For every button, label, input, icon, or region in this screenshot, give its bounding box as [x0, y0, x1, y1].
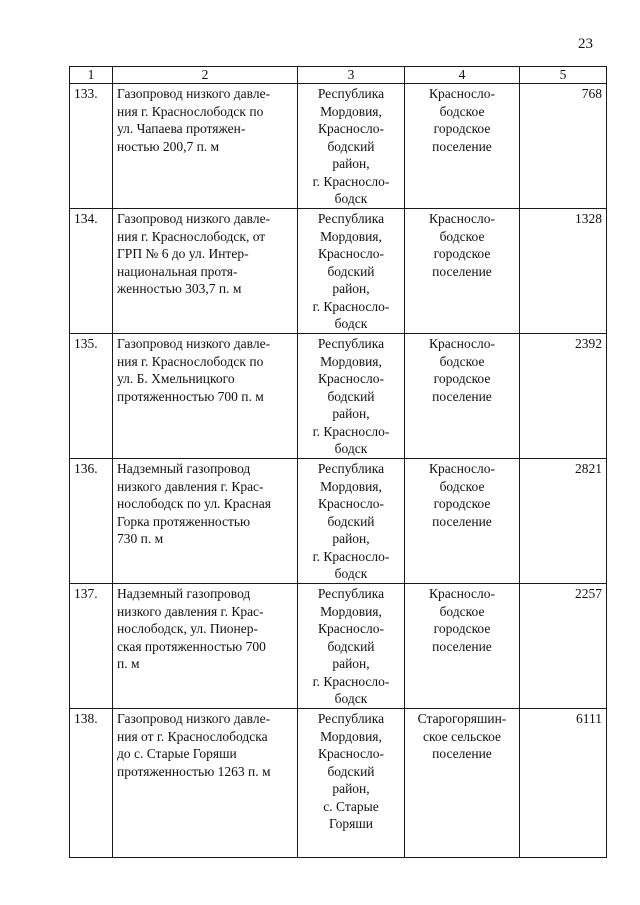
object-name-line: Газопровод низкого давле- — [117, 211, 271, 226]
settlement-line: поселение — [432, 746, 492, 761]
location-line: Мордовия, — [320, 103, 382, 119]
location-line: район, — [332, 156, 370, 171]
object-name-line: до с. Старые Горяши — [117, 746, 237, 761]
location-line: Краснослo- — [317, 746, 385, 761]
location-line: с. Старые — [323, 798, 379, 814]
settlement-line: бодское — [439, 228, 485, 244]
table-row — [70, 459, 607, 584]
location-line: г. Краснослo- — [312, 423, 390, 439]
row-number: 135. — [70, 334, 113, 459]
location-line: Республика — [317, 211, 385, 226]
location-line: бодский — [327, 263, 375, 279]
object-name-cell — [113, 209, 298, 334]
settlement-line: поселение — [432, 138, 492, 154]
object-name-line: нослободск, ул. Пионер- — [117, 621, 259, 636]
object-name-line: Газопровод низкого давле- — [117, 336, 271, 351]
column-header-4: 4 — [405, 67, 520, 84]
row-number: 137. — [70, 584, 113, 709]
table-header-row — [70, 67, 607, 84]
location-line: Краснослo- — [317, 246, 385, 261]
location-cell — [298, 584, 405, 709]
location-line: район, — [332, 781, 370, 796]
settlement-line: бодское — [439, 353, 485, 369]
settlement-cell — [405, 209, 520, 334]
location-line: бодск — [334, 191, 368, 206]
location-line: Краснослo- — [317, 496, 385, 511]
table-row — [70, 84, 607, 209]
location-line: бодск — [334, 691, 368, 706]
location-line: Краснослo- — [317, 371, 385, 386]
object-name-line: Надземный газопровод — [117, 586, 251, 601]
column-header-5: 5 — [520, 67, 607, 84]
settlement-line: городское — [433, 621, 491, 636]
location-line: бодский — [327, 513, 375, 529]
settlement-line: Краснослo- — [428, 586, 496, 601]
settlement-line: Краснослo- — [428, 461, 496, 476]
column-header-3: 3 — [298, 67, 405, 84]
object-name-cell — [113, 459, 298, 584]
settlement-line: бодское — [439, 478, 485, 494]
column-header-1: 1 — [70, 67, 113, 84]
settlement-line: городское — [433, 121, 491, 136]
location-line: Мордовия, — [320, 228, 382, 244]
value-cell: 768 — [520, 84, 607, 209]
location-line: район, — [332, 531, 370, 546]
settlement-line: городское — [433, 371, 491, 386]
settlement-line: Краснослo- — [428, 86, 496, 101]
object-name-line: Газопровод низкого давле- — [117, 711, 271, 726]
object-name-line: 730 п. м — [117, 531, 164, 546]
object-name-line: ГРП № 6 до ул. Интер- — [117, 246, 249, 261]
value-cell: 6111 — [520, 709, 607, 858]
location-line: бодск — [334, 566, 368, 581]
location-cell — [298, 209, 405, 334]
object-name-line: ния г. Краснослободск по — [117, 353, 264, 369]
location-line: Республика — [317, 586, 385, 601]
location-line: район, — [332, 406, 370, 421]
row-number: 138. — [70, 709, 113, 858]
settlement-line: ское сельское — [423, 728, 501, 744]
row-number: 136. — [70, 459, 113, 584]
settlement-line: поселение — [432, 263, 492, 279]
settlement-cell — [405, 334, 520, 459]
object-name-line: п. м — [117, 656, 140, 671]
settlement-line: поселение — [432, 513, 492, 529]
object-name-line: Горка протяженностью — [117, 513, 251, 529]
location-line: район, — [332, 281, 370, 296]
object-name-cell — [113, 709, 298, 858]
value-cell: 2257 — [520, 584, 607, 709]
object-name-line: женностью 303,7 п. м — [117, 281, 242, 296]
location-line: бодск — [334, 316, 368, 331]
object-name-line: нослободск по ул. Красная — [117, 496, 271, 511]
location-line: Республика — [317, 711, 385, 726]
location-line: бодский — [327, 138, 375, 154]
location-cell — [298, 709, 405, 858]
location-line: Горяши — [329, 816, 373, 831]
object-name-line: Газопровод низкого давле- — [117, 86, 271, 101]
settlement-cell — [405, 84, 520, 209]
settlement-line: городское — [433, 246, 491, 261]
object-name-line: Надземный газопровод — [117, 461, 251, 476]
object-name-line: низкого давления г. Крас- — [117, 603, 264, 619]
location-line: бодский — [327, 388, 375, 404]
settlement-line: Краснослo- — [428, 211, 496, 226]
table-row — [70, 209, 607, 334]
location-line: Республика — [317, 461, 385, 476]
object-name-line: ул. Б. Хмельницкого — [117, 371, 235, 386]
settlement-cell — [405, 709, 520, 858]
location-line: Мордовия, — [320, 603, 382, 619]
object-name-cell — [113, 84, 298, 209]
settlement-line: поселение — [432, 638, 492, 654]
location-cell — [298, 84, 405, 209]
settlement-line: Краснослo- — [428, 336, 496, 351]
object-name-line: ул. Чапаева протяжен- — [117, 121, 246, 136]
object-name-cell — [113, 584, 298, 709]
infrastructure-table — [69, 66, 607, 858]
location-line: г. Краснослo- — [312, 673, 390, 689]
value-cell: 1328 — [520, 209, 607, 334]
location-line: Мордовия, — [320, 478, 382, 494]
location-line: бодский — [327, 763, 375, 779]
table-body — [70, 67, 607, 858]
location-line: г. Краснослo- — [312, 298, 390, 314]
location-line: Республика — [317, 86, 385, 101]
location-line: г. Краснослo- — [312, 173, 390, 189]
location-cell — [298, 459, 405, 584]
location-line: бодск — [334, 441, 368, 456]
table-row — [70, 584, 607, 709]
location-line: Краснослo- — [317, 621, 385, 636]
object-name-line: протяженностью 1263 п. м — [117, 763, 271, 779]
settlement-line: поселение — [432, 388, 492, 404]
settlement-line: бодское — [439, 603, 485, 619]
location-line: бодский — [327, 638, 375, 654]
location-line: Республика — [317, 336, 385, 351]
object-name-line: протяженностью 700 п. м — [117, 388, 264, 404]
settlement-cell — [405, 459, 520, 584]
settlement-cell — [405, 584, 520, 709]
object-name-line: низкого давления г. Крас- — [117, 478, 264, 494]
object-name-line: ностью 200,7 п. м — [117, 138, 220, 154]
object-name-line: ская протяженностью 700 — [117, 638, 266, 654]
row-number: 133. — [70, 84, 113, 209]
location-line: Мордовия, — [320, 728, 382, 744]
value-cell: 2392 — [520, 334, 607, 459]
location-cell — [298, 334, 405, 459]
location-line: Мордовия, — [320, 353, 382, 369]
table-row — [70, 709, 607, 858]
object-name-line: ния от г. Краснослободска — [117, 728, 268, 744]
table-row — [70, 334, 607, 459]
settlement-line: городское — [433, 496, 491, 511]
page-number: 23 — [578, 36, 593, 52]
settlement-line: Старогоряшин- — [417, 711, 507, 726]
column-header-2: 2 — [113, 67, 298, 84]
object-name-cell — [113, 334, 298, 459]
settlement-line: бодское — [439, 103, 485, 119]
object-name-line: ния г. Краснослободск, от — [117, 228, 266, 244]
location-line: район, — [332, 656, 370, 671]
location-line: Краснослo- — [317, 121, 385, 136]
location-line: г. Краснослo- — [312, 548, 390, 564]
value-cell: 2821 — [520, 459, 607, 584]
object-name-line: ния г. Краснослободск по — [117, 103, 264, 119]
row-number: 134. — [70, 209, 113, 334]
object-name-line: национальная протя- — [117, 263, 238, 279]
